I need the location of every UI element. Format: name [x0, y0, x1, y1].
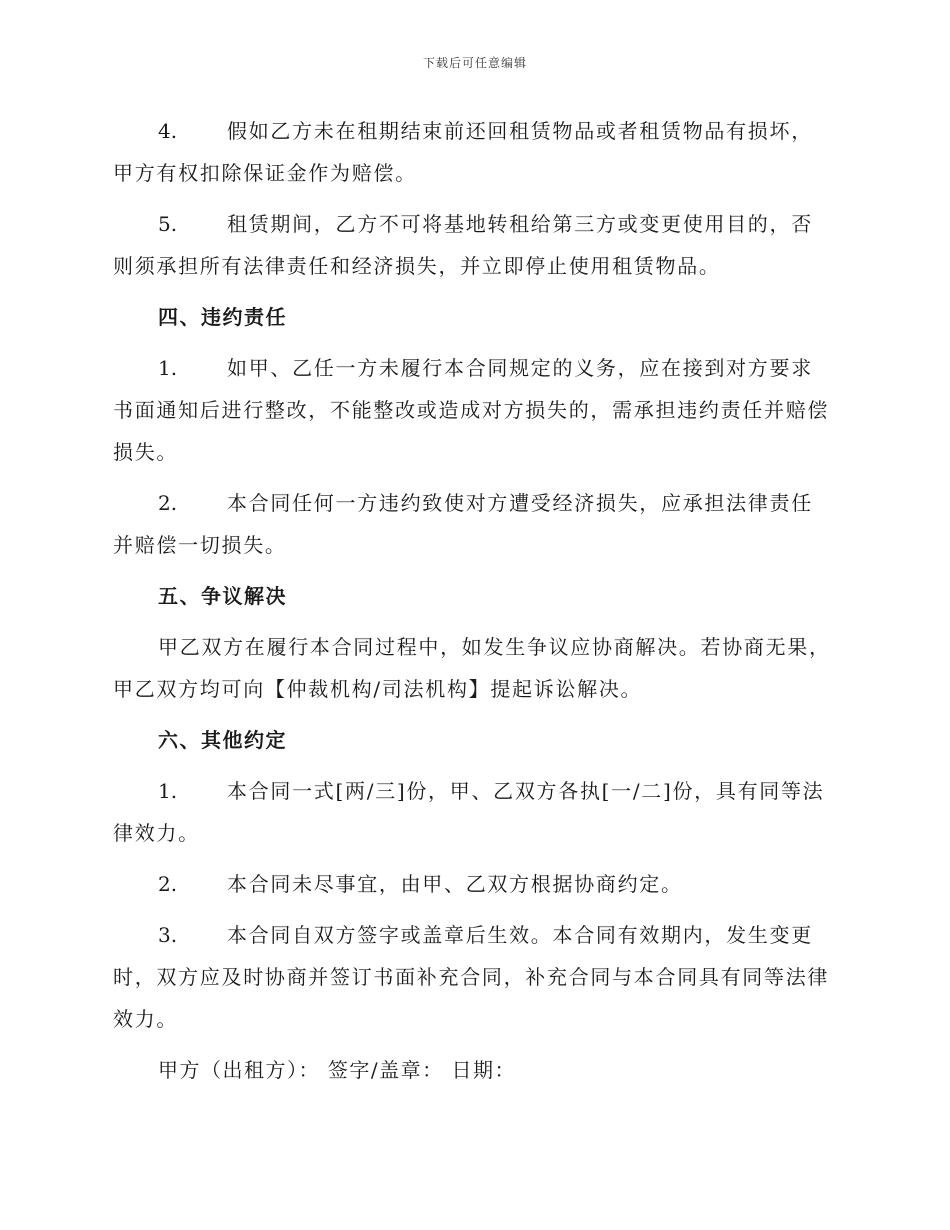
clause-number: 2. — [158, 491, 178, 515]
clause-text: 本合同未尽事宜，由甲、乙双方根据协商约定。 — [227, 872, 683, 896]
other-clause-2 — [113, 863, 833, 905]
clause-number: 5. — [158, 212, 178, 236]
section-heading-dispute: 五、争议解决 — [158, 584, 287, 608]
breach-clause-1 — [113, 347, 833, 473]
breach-clause-2 — [113, 482, 833, 566]
other-clause-3 — [113, 914, 833, 1040]
page-header: 下载后可任意编辑 — [422, 56, 527, 70]
section-heading-other: 六、其他约定 — [158, 728, 287, 752]
clause-number: 3. — [158, 923, 178, 947]
dispute-paragraph: 甲乙双方在履行本合同过程中，如发生争议应协商解决。若协商无果，甲乙双方均可向【仲裁机构/司法机构】提起诉讼解决。 — [113, 635, 831, 701]
clause-4 — [113, 110, 833, 194]
clause-text: 本合同自双方签字或盖章后生效。本合同有效期内，发生变更时，双方应及时协商并签订书面补充合同，补充合同与本合同具有同等法律效力。 — [113, 923, 830, 1031]
clause-number: 2. — [158, 872, 178, 896]
clause-5 — [113, 203, 833, 287]
clause-text: 如甲、乙任一方未履行本合同规定的义务，应在接到对方要求书面通知后进行整改，不能整改或造成对方损失的，需承担违约责任并赔偿损失。 — [113, 356, 830, 464]
clause-number: 4. — [158, 119, 178, 143]
other-clause-1 — [113, 770, 833, 854]
clause-text: 本合同任何一方违约致使对方遭受经济损失，应承担法律责任并赔偿一切损失。 — [113, 491, 813, 557]
clause-text: 假如乙方未在租期结束前还回租赁物品或者租赁物品有损坏，甲方有权扣除保证金作为赔偿。 — [113, 119, 813, 185]
clause-number: 1. — [158, 356, 178, 380]
clause-number: 1. — [158, 779, 178, 803]
section-heading-breach: 四、违约责任 — [158, 305, 287, 329]
clause-text: 租赁期间，乙方不可将基地转租给第三方或变更使用目的，否则须承担所有法律责任和经济损失，并立即停止使用租赁物品。 — [113, 212, 813, 278]
clause-text: 本合同一式[两/三]份，甲、乙双方各执[一/二]份，具有同等法律效力。 — [113, 779, 825, 845]
document-body — [113, 110, 833, 1091]
signature-line: 甲方（出租方）： 签字/盖章： 日期： — [158, 1058, 516, 1082]
